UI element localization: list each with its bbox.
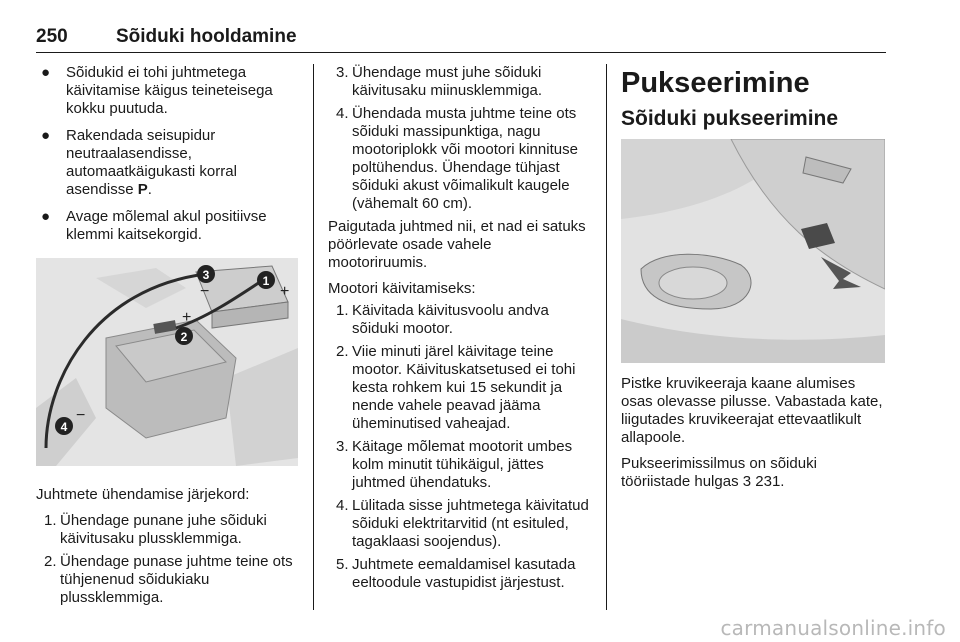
callout-label-1: 1 — [262, 274, 270, 288]
list-item — [36, 127, 298, 199]
step-text: Käivitada käivitusvoolu andva sõiduki mootor. — [352, 302, 549, 337]
engine-bay-drawing — [36, 258, 298, 466]
column-1 — [36, 64, 298, 612]
plus-sign: + — [182, 309, 192, 326]
step-number: 5. — [336, 556, 349, 573]
towing-eye-text: Pukseerimissilmus on sõiduki tööriistade hulgas — [621, 455, 817, 490]
list-item — [36, 208, 298, 244]
page-reference-link[interactable]: 231 — [755, 473, 781, 490]
cover-removal-instructions: Pistke kruvikeeraja kaane alumises osas olevasse pilusse. Vabastada kate, liigutades kruvikeerajat ettevaatlikult allapoole. — [621, 375, 883, 446]
list-item — [328, 556, 592, 592]
towing-eye-location — [621, 455, 889, 491]
towing-eye-end: . — [780, 473, 785, 490]
bullet-text: Rakendada seisupidur neutraalasendisse, automaatkäigukasti korral asendisse — [66, 127, 237, 198]
list-item — [328, 302, 592, 338]
engine-start-intro: Mootori käivitamiseks: — [328, 280, 476, 297]
page-header — [36, 26, 886, 53]
step-text: Käitage mõlemat mootorit umbes kolm minutit tühikäigul, jättes juhtmed ühendatuks. — [352, 438, 573, 491]
bullet-marker: ● — [41, 127, 51, 144]
page-title: Sõiduki hooldamine — [116, 26, 297, 47]
step-number: 3. — [336, 438, 349, 455]
callout-label-3: 3 — [202, 268, 210, 282]
minus-sign: − — [76, 407, 86, 424]
column-2 — [328, 64, 592, 597]
step-number: 1. — [336, 302, 349, 319]
list-item — [328, 343, 592, 433]
step-text: Ühendage punase juhtme teine ots tühjenenud sõidukiaku plussklemmiga. — [60, 553, 293, 606]
step-text: Juhtmete eemaldamisel kasutada eeltoodule vastupidist järjestust. — [352, 556, 576, 591]
bullet-marker: ● — [41, 64, 51, 81]
list-item — [328, 64, 592, 100]
step-text: Ühendage punane juhe sõiduki käivitusaku plussklemmiga. — [60, 512, 267, 547]
bullet-text: Sõidukid ei tohi juhtmetega käivitamise käigus teineteisega kokku puutuda. — [66, 64, 273, 117]
list-item — [328, 497, 592, 551]
step-text: Ühendage must juhe sõiduki käivitusaku miinusklemmiga. — [352, 64, 543, 99]
bullet-text: Avage mõlemal akul positiivse klemmi kaitsekorgid. — [66, 208, 267, 243]
subsection-heading: Sõiduki pukseerimine — [621, 107, 839, 130]
watermark: carmanualsonline.info — [720, 616, 946, 640]
list-item — [36, 553, 298, 607]
step-number: 4. — [336, 105, 349, 122]
gear-suffix: . — [147, 181, 152, 198]
step-number: 1. — [44, 512, 57, 529]
bullet-marker: ● — [41, 208, 51, 225]
page-reference-arrow-icon: 3 — [742, 473, 752, 490]
list-item — [36, 512, 298, 548]
step-number: 3. — [336, 64, 349, 81]
step-number: 2. — [44, 553, 57, 570]
step-text: Lülitada sisse juhtmetega käivitatud sõiduki elektritarvitid (nt esituled, tagaklaasi soojendus). — [352, 497, 589, 550]
page-number: 250 — [36, 26, 68, 47]
battery-jump-start-illustration — [36, 258, 298, 466]
list-item — [36, 64, 298, 118]
connection-order-intro: Juhtmete ühendamise järjekord: — [36, 486, 250, 503]
section-heading: Pukseerimine — [621, 67, 810, 99]
step-text: Viie minuti järel käivitage teine mootor. Käivituskatsetused ei tohi kesta rohkem kui 15 sekundit ja nende vahele peavad jääma üheminutised vaheajad. — [352, 343, 576, 432]
callout-label-4: 4 — [60, 420, 68, 434]
step-text: Ühendada musta juhtme teine ots sõiduki massipunktiga, nagu mootoriplokk või mootori kinnituse poltühendus. Ühendage tühjast sõiduki akust võimalikult kaugele (vähemalt 60 cm). — [352, 105, 578, 212]
list-item — [328, 438, 592, 492]
cable-routing-note: Paigutada juhtmed nii, et nad ei satuks pöörlevate osade vahele mootoriruumis. — [328, 218, 586, 271]
towing-eye-cover-illustration — [621, 139, 885, 363]
step-number: 2. — [336, 343, 349, 360]
minus-sign: − — [200, 283, 210, 300]
gear-letter: P — [137, 181, 148, 198]
column-divider — [606, 64, 607, 610]
column-3 — [621, 64, 889, 499]
list-item — [328, 105, 592, 213]
car-front-drawing — [621, 139, 885, 363]
step-number: 4. — [336, 497, 349, 514]
column-divider — [313, 64, 314, 610]
plus-sign: + — [280, 283, 290, 300]
callout-label-2: 2 — [180, 330, 188, 344]
